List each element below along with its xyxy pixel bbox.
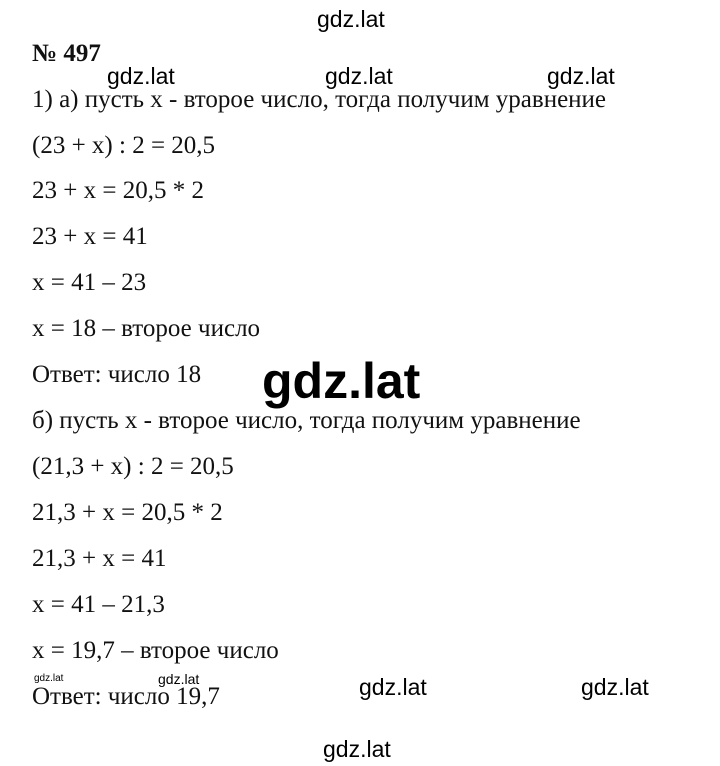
solution-line: (23 + x) : 2 = 20,5 bbox=[32, 132, 216, 159]
problem-number: № 497 bbox=[32, 40, 101, 67]
watermark-small: gdz.lat bbox=[34, 673, 64, 684]
watermark: gdz.lat bbox=[323, 736, 391, 762]
solution-line: 23 + x = 20,5 * 2 bbox=[32, 177, 204, 204]
watermark: gdz.lat bbox=[359, 674, 427, 700]
watermark-small: gdz.lat bbox=[158, 671, 200, 687]
solution-line-b-intro: б) пусть x - второе число, тогда получим уравнение bbox=[32, 407, 581, 434]
solution-line: x = 41 – 23 bbox=[32, 269, 147, 296]
solution-line: x = 41 – 21,3 bbox=[32, 591, 165, 618]
solution-line: (21,3 + x) : 2 = 20,5 bbox=[32, 453, 234, 480]
solution-line: 23 + x = 41 bbox=[32, 223, 148, 250]
watermark: gdz.lat bbox=[107, 63, 175, 89]
answer-line-b: Ответ: число 19,7 bbox=[32, 683, 220, 710]
solution-line: 21,3 + x = 20,5 * 2 bbox=[32, 499, 223, 526]
solution-line: x = 19,7 – второе число bbox=[32, 637, 279, 664]
solution-line: 21,3 + x = 41 bbox=[32, 545, 167, 572]
watermark-large: gdz.lat bbox=[262, 353, 421, 409]
watermark: gdz.lat bbox=[547, 63, 615, 89]
watermark: gdz.lat bbox=[325, 63, 393, 89]
solution-line: x = 18 – второе число bbox=[32, 315, 261, 342]
watermark: gdz.lat bbox=[317, 6, 385, 32]
watermark: gdz.lat bbox=[581, 674, 649, 700]
solution-line-a-intro: 1) а) пусть x - второе число, тогда получим уравнение bbox=[32, 86, 607, 113]
answer-line-a: Ответ: число 18 bbox=[32, 361, 202, 388]
